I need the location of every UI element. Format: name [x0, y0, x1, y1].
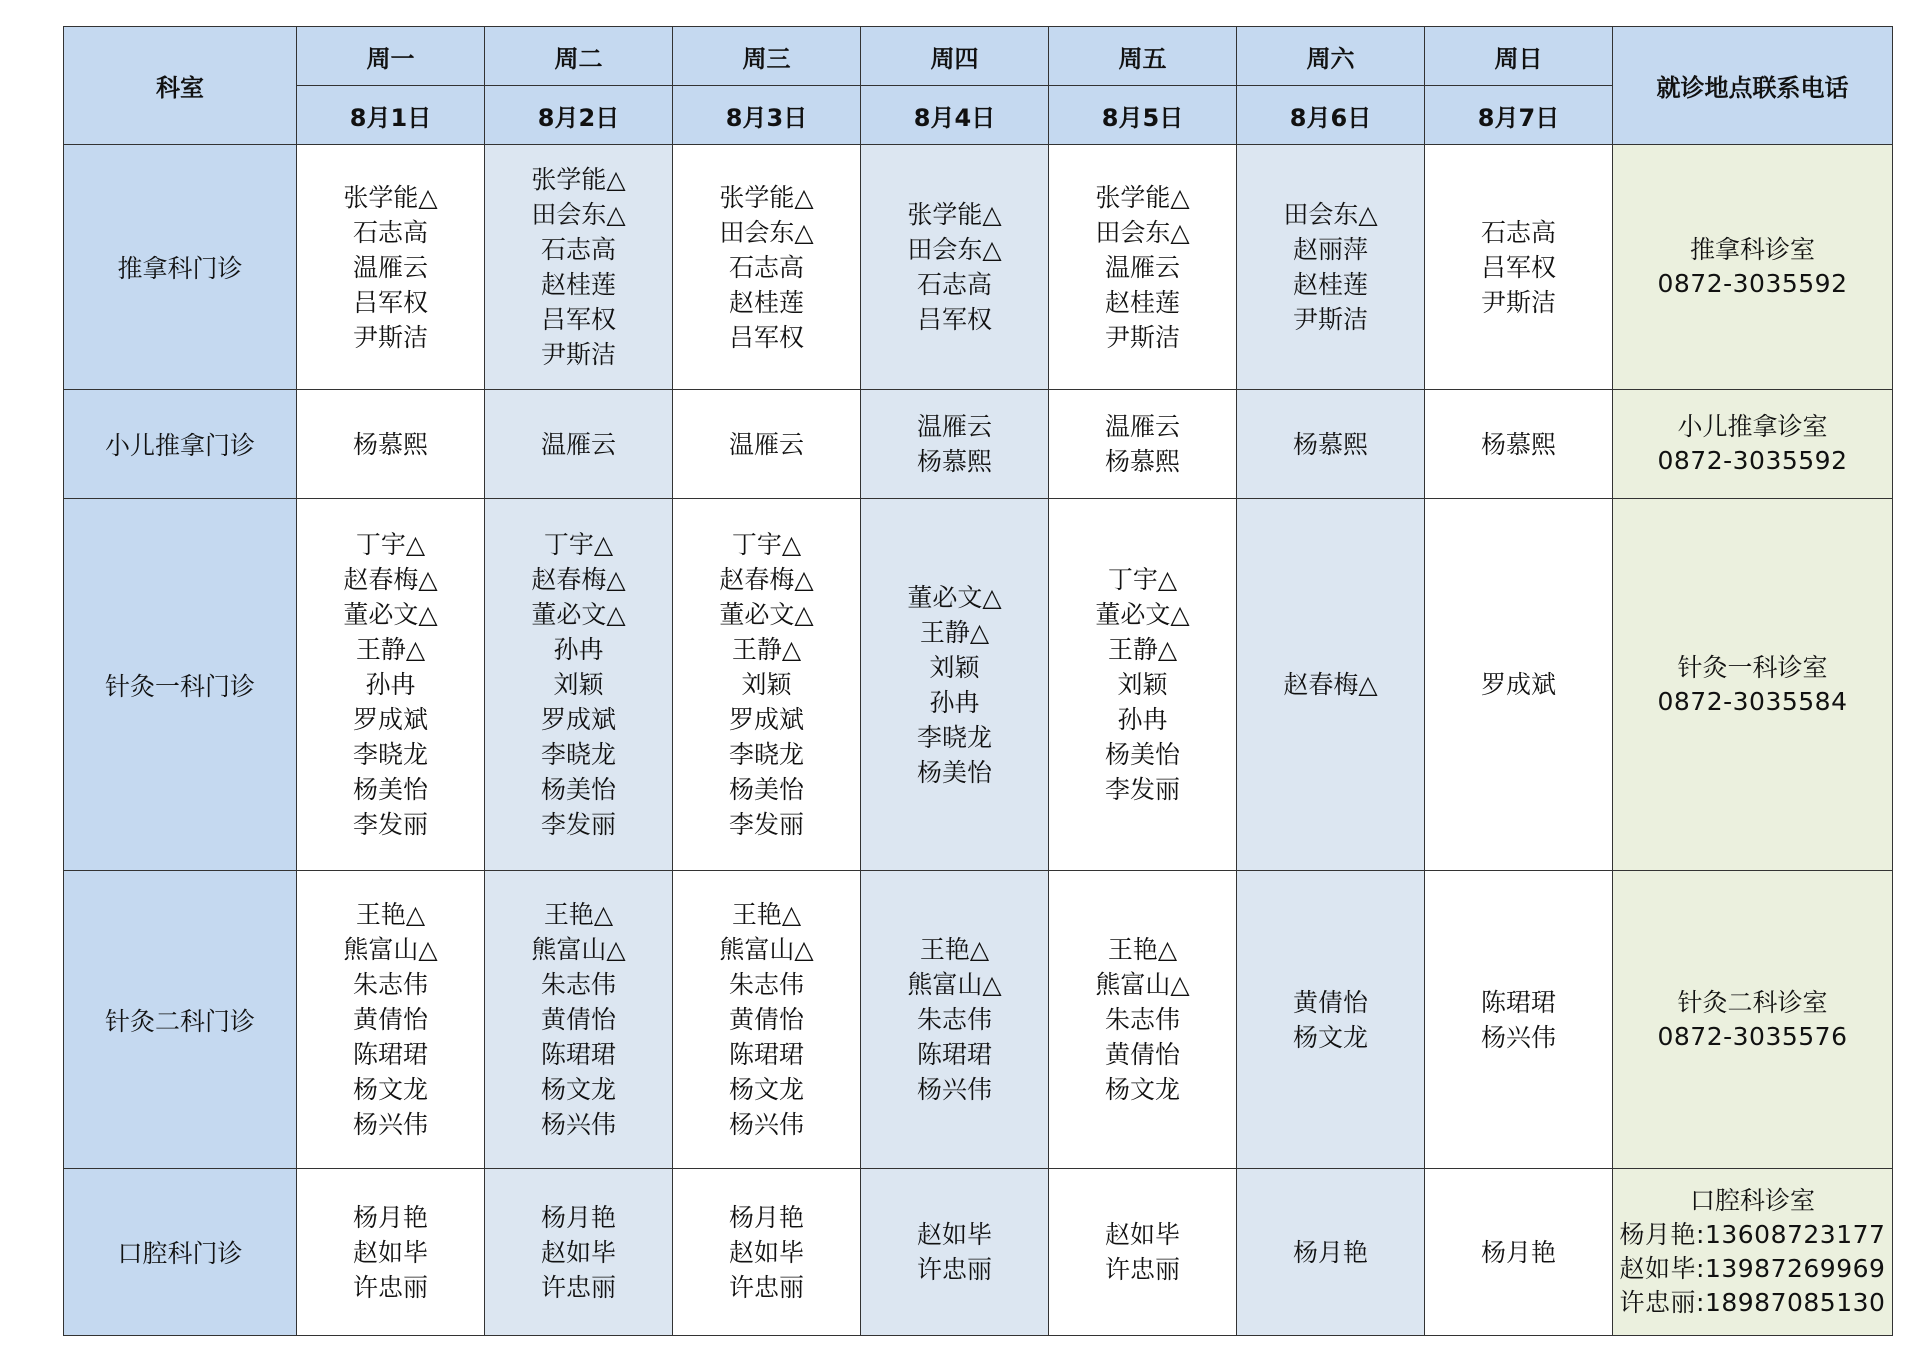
doctor-name: 杨文龙	[728, 1075, 804, 1104]
doctor-cell	[673, 145, 861, 390]
weekday-sun: 周日	[1425, 27, 1613, 86]
doctor-cell	[297, 499, 485, 871]
doctor-name: 孙冉	[929, 687, 980, 717]
doctor-name: 李晓龙	[728, 740, 804, 769]
doctor-cell	[1425, 145, 1613, 390]
doctor-name: 熊富山△	[719, 935, 814, 964]
doctor-name: 朱志伟	[728, 970, 804, 999]
table-row	[64, 871, 1893, 1169]
doctor-name: 张学能△	[1095, 182, 1190, 212]
doctor-name: 陈珺珺	[916, 1040, 992, 1069]
doctor-name: 石志高	[352, 217, 428, 247]
doctor-cell	[1425, 390, 1613, 499]
doctor-name: 李发丽	[1104, 775, 1180, 804]
doctor-name: 吕军权	[1480, 252, 1556, 282]
doctor-name: 孙冉	[365, 670, 416, 699]
doctor-name: 尹斯洁	[1104, 322, 1180, 352]
doctor-name: 张学能△	[343, 182, 438, 212]
doctor-name: 孙冉	[553, 635, 604, 664]
doctor-name: 赵桂莲	[728, 287, 804, 317]
doctor-name: 陈珺珺	[728, 1040, 804, 1069]
table-row	[64, 390, 1893, 499]
doctor-name: 黄倩怡	[352, 1005, 428, 1034]
doctor-name: 王艳△	[919, 935, 990, 964]
doctor-name: 许忠丽	[728, 1272, 804, 1302]
doctor-cell	[297, 1169, 485, 1336]
doctor-name: 陈珺珺	[352, 1040, 428, 1069]
doctor-cell	[861, 390, 1049, 499]
doctor-name: 王艳△	[1107, 935, 1178, 964]
doctor-name: 田会东△	[907, 235, 1002, 264]
doctor-name: 罗成斌	[728, 705, 804, 734]
doctor-name: 杨月艳	[1292, 1237, 1368, 1267]
doctor-cell	[1049, 1169, 1237, 1336]
doctor-name: 杨美怡	[352, 775, 428, 804]
doctor-cell	[1237, 871, 1425, 1169]
doctor-cell	[485, 499, 673, 871]
doctor-cell	[861, 1169, 1049, 1336]
doctor-cell	[485, 390, 673, 499]
date-mon: 8月1日	[297, 86, 485, 145]
doctor-name: 王艳△	[355, 900, 426, 929]
date-sat: 8月6日	[1237, 86, 1425, 145]
doctor-name: 温雁云	[1104, 252, 1180, 282]
doctor-name: 杨文龙	[1292, 1022, 1368, 1052]
contact-phone: 杨月艳:13608723177	[1619, 1220, 1886, 1249]
doctor-cell	[485, 871, 673, 1169]
location-cell	[1613, 499, 1893, 871]
doctor-cell	[861, 145, 1049, 390]
doctor-name: 杨慕熙	[1292, 429, 1368, 459]
doctor-name: 杨慕熙	[916, 447, 992, 476]
doctor-cell	[1049, 145, 1237, 390]
schedule-body	[64, 145, 1893, 1336]
doctor-name: 王艳△	[543, 900, 614, 929]
doctor-name: 熊富山△	[1095, 970, 1190, 999]
doctor-name: 丁宇△	[543, 530, 614, 559]
doctor-name: 王静△	[919, 617, 990, 647]
doctor-cell	[1049, 499, 1237, 871]
weekday-fri: 周五	[1049, 27, 1237, 86]
doctor-cell	[1425, 499, 1613, 871]
doctor-name: 赵如毕	[540, 1237, 616, 1267]
doctor-cell	[673, 871, 861, 1169]
doctor-name: 赵春梅△	[343, 565, 438, 594]
date-thu: 8月4日	[861, 86, 1049, 145]
doctor-name: 刘颖	[741, 670, 792, 699]
doctor-name: 许忠丽	[1104, 1255, 1180, 1284]
doctor-name: 王静△	[731, 635, 802, 664]
doctor-name: 尹斯洁	[1292, 305, 1368, 334]
doctor-name: 杨文龙	[540, 1075, 616, 1104]
doctor-name: 朱志伟	[352, 970, 428, 999]
doctor-name: 田会东△	[1283, 200, 1378, 229]
doctor-name: 熊富山△	[343, 935, 438, 964]
date-fri: 8月5日	[1049, 86, 1237, 145]
contact-phone: 0872-3035584	[1657, 686, 1848, 716]
weekday-tue: 周二	[485, 27, 673, 86]
doctor-name: 董必文△	[343, 600, 438, 629]
doctor-cell	[673, 390, 861, 499]
doctor-cell	[1237, 1169, 1425, 1336]
doctor-name: 黄倩怡	[1292, 987, 1368, 1017]
doctor-name: 温雁云	[540, 429, 616, 459]
doctor-name: 熊富山△	[907, 970, 1002, 999]
doctor-name: 董必文△	[719, 600, 814, 629]
doctor-name: 李发丽	[728, 810, 804, 839]
doctor-name: 吕军权	[916, 305, 992, 334]
doctor-name: 朱志伟	[540, 970, 616, 999]
doctor-cell	[1425, 871, 1613, 1169]
doctor-cell	[1425, 1169, 1613, 1336]
location-column-header: 就诊地点联系电话	[1613, 27, 1893, 145]
clinic-room: 推拿科诊室	[1689, 235, 1815, 264]
doctor-name: 尹斯洁	[540, 340, 616, 369]
weekday-thu: 周四	[861, 27, 1049, 86]
clinic-room: 针灸二科诊室	[1677, 987, 1828, 1017]
doctor-name: 尹斯洁	[352, 322, 428, 352]
doctor-name: 黄倩怡	[1104, 1040, 1180, 1069]
doctor-name: 罗成斌	[1480, 670, 1556, 699]
doctor-name: 黄倩怡	[728, 1005, 804, 1034]
doctor-name: 杨慕熙	[1104, 447, 1180, 476]
doctor-name: 赵如毕	[728, 1237, 804, 1267]
dept-name: 针灸一科门诊	[64, 499, 297, 871]
doctor-name: 石志高	[1480, 217, 1556, 247]
location-cell	[1613, 145, 1893, 390]
doctor-name: 温雁云	[916, 412, 992, 441]
doctor-name: 杨月艳	[1480, 1237, 1556, 1267]
doctor-cell	[1049, 871, 1237, 1169]
weekday-mon: 周一	[297, 27, 485, 86]
contact-phone: 0872-3035576	[1657, 1021, 1848, 1051]
doctor-name: 朱志伟	[916, 1005, 992, 1034]
doctor-name: 田会东△	[1095, 217, 1190, 247]
doctor-name: 李晓龙	[352, 740, 428, 769]
contact-phone: 0872-3035592	[1657, 446, 1848, 475]
contact-phone: 赵如毕:13987269969	[1619, 1254, 1886, 1283]
doctor-name: 杨月艳	[728, 1202, 804, 1232]
doctor-name: 赵丽萍	[1292, 235, 1368, 264]
doctor-name: 杨月艳	[540, 1202, 616, 1232]
doctor-name: 罗成斌	[540, 705, 616, 734]
doctor-name: 罗成斌	[352, 705, 428, 734]
clinic-room: 针灸一科诊室	[1677, 652, 1828, 682]
doctor-name: 丁宇△	[1107, 565, 1178, 594]
doctor-name: 陈珺珺	[540, 1040, 616, 1069]
doctor-name: 杨月艳	[352, 1202, 428, 1232]
doctor-name: 丁宇△	[731, 530, 802, 559]
doctor-name: 赵春梅△	[1283, 670, 1378, 699]
doctor-name: 许忠丽	[540, 1272, 616, 1302]
doctor-name: 田会东△	[719, 217, 814, 247]
doctor-name: 吕军权	[540, 305, 616, 334]
doctor-name: 张学能△	[907, 200, 1002, 229]
doctor-name: 吕军权	[352, 287, 428, 317]
date-sun: 8月7日	[1425, 86, 1613, 145]
doctor-name: 许忠丽	[352, 1272, 428, 1302]
doctor-name: 杨美怡	[540, 775, 616, 804]
doctor-cell	[1237, 390, 1425, 499]
doctor-name: 刘颖	[1117, 670, 1168, 699]
doctor-cell	[1237, 499, 1425, 871]
doctor-name: 赵春梅△	[531, 565, 626, 594]
doctor-name: 石志高	[916, 270, 992, 299]
doctor-name: 温雁云	[1104, 412, 1180, 441]
doctor-name: 赵桂莲	[1292, 270, 1368, 299]
doctor-name: 陈珺珺	[1480, 987, 1556, 1017]
doctor-name: 杨美怡	[916, 757, 992, 787]
date-tue: 8月2日	[485, 86, 673, 145]
doctor-name: 杨兴伟	[916, 1075, 992, 1104]
doctor-cell	[297, 145, 485, 390]
doctor-name: 丁宇△	[355, 530, 426, 559]
dept-name: 口腔科门诊	[64, 1169, 297, 1336]
doctor-name: 刘颖	[553, 670, 604, 699]
location-cell	[1613, 390, 1893, 499]
doctor-name: 赵桂莲	[540, 270, 616, 299]
contact-phone: 许忠丽:18987085130	[1619, 1288, 1886, 1317]
doctor-name: 赵桂莲	[1104, 287, 1180, 317]
doctor-name: 孙冉	[1117, 705, 1168, 734]
doctor-name: 温雁云	[352, 252, 428, 282]
doctor-name: 黄倩怡	[540, 1005, 616, 1034]
doctor-name: 赵如毕	[352, 1237, 428, 1267]
doctor-name: 朱志伟	[1104, 1005, 1180, 1034]
doctor-name: 董必文△	[907, 582, 1002, 612]
doctor-name: 杨兴伟	[540, 1110, 616, 1139]
table-row	[64, 499, 1893, 871]
doctor-name: 许忠丽	[916, 1255, 992, 1284]
doctor-name: 李晓龙	[540, 740, 616, 769]
doctor-cell	[1237, 145, 1425, 390]
doctor-cell	[1049, 390, 1237, 499]
schedule-table	[63, 26, 1893, 1336]
doctor-name: 吕军权	[728, 322, 804, 352]
location-cell	[1613, 1169, 1893, 1336]
doctor-name: 杨兴伟	[1480, 1022, 1556, 1052]
date-wed: 8月3日	[673, 86, 861, 145]
doctor-name: 杨兴伟	[352, 1110, 428, 1139]
doctor-name: 杨美怡	[1104, 740, 1180, 769]
doctor-name: 王静△	[1107, 635, 1178, 664]
doctor-name: 赵如毕	[1104, 1220, 1180, 1249]
doctor-name: 李发丽	[352, 810, 428, 839]
doctor-name: 杨慕熙	[352, 429, 428, 459]
doctor-name: 尹斯洁	[1480, 287, 1556, 317]
table-row	[64, 1169, 1893, 1336]
doctor-name: 王静△	[355, 635, 426, 664]
doctor-name: 石志高	[728, 252, 804, 282]
doctor-name: 杨慕熙	[1480, 429, 1556, 459]
doctor-name: 赵春梅△	[719, 565, 814, 594]
doctor-cell	[861, 871, 1049, 1169]
doctor-name: 王艳△	[731, 900, 802, 929]
doctor-name: 董必文△	[1095, 600, 1190, 629]
dept-name: 小儿推拿门诊	[64, 390, 297, 499]
schedule-header	[64, 27, 1893, 145]
doctor-name: 张学能△	[719, 182, 814, 212]
weekday-sat: 周六	[1237, 27, 1425, 86]
doctor-name: 董必文△	[531, 600, 626, 629]
doctor-name: 赵如毕	[916, 1220, 992, 1249]
doctor-name: 杨兴伟	[728, 1110, 804, 1139]
doctor-cell	[861, 499, 1049, 871]
doctor-name: 刘颖	[929, 652, 980, 682]
location-cell	[1613, 871, 1893, 1169]
dept-name: 针灸二科门诊	[64, 871, 297, 1169]
doctor-name: 李发丽	[540, 810, 616, 839]
dept-name: 推拿科门诊	[64, 145, 297, 390]
doctor-name: 石志高	[540, 235, 616, 264]
doctor-cell	[673, 499, 861, 871]
doctor-name: 熊富山△	[531, 935, 626, 964]
doctor-name: 张学能△	[531, 165, 626, 194]
doctor-cell	[673, 1169, 861, 1336]
doctor-name: 田会东△	[531, 200, 626, 229]
doctor-name: 杨文龙	[1104, 1075, 1180, 1104]
table-row	[64, 145, 1893, 390]
doctor-name: 杨文龙	[352, 1075, 428, 1104]
doctor-cell	[485, 145, 673, 390]
doctor-name: 杨美怡	[728, 775, 804, 804]
contact-phone: 0872-3035592	[1657, 269, 1848, 298]
clinic-room: 小儿推拿诊室	[1677, 412, 1828, 441]
doctor-name: 温雁云	[728, 429, 804, 459]
doctor-cell	[297, 390, 485, 499]
weekday-wed: 周三	[673, 27, 861, 86]
clinic-room: 口腔科诊室	[1689, 1186, 1815, 1215]
doctor-name: 李晓龙	[916, 722, 992, 752]
doctor-cell	[485, 1169, 673, 1336]
dept-column-header: 科室	[64, 27, 297, 145]
doctor-cell	[297, 871, 485, 1169]
